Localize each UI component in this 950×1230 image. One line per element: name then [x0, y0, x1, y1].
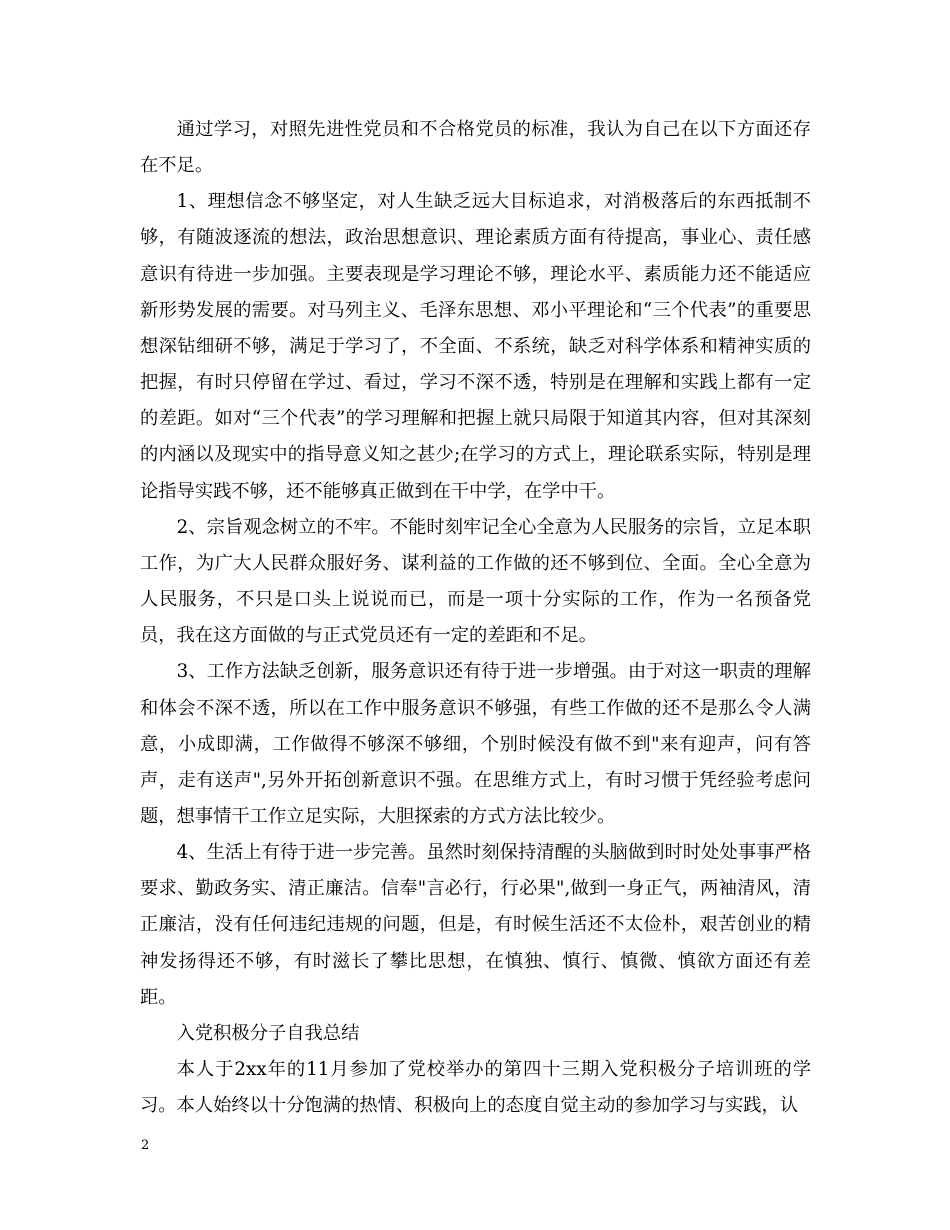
page-number: 2	[141, 1138, 150, 1153]
paragraph-summary: 本人于2xx年的11月参加了党校举办的第四十三期入党积极分子培训班的学习。本人始终以十分饱满的热情、积极向上的态度自觉主动的参加学习与实践，认	[140, 1059, 811, 1117]
paragraph-item-4: 4、生活上有待于进一步完善。虽然时刻保持清醒的头脑做到时时处处事事严格要求、勤政务实、清正廉洁。信奉"言必行，行必果",做到一身正气，两袖清风，清正廉洁，没有任何违纪违规的问题，但是，有时候生活还不太俭朴，艰苦创业的精神发扬得还不够，有时滋长了攀比思想，在慎独、慎行、慎微、慎欲方面还有差距。	[140, 842, 811, 1008]
paragraph-item-3: 3、工作方法缺乏创新，服务意识还有待于进一步增强。由于对这一职责的理解和体会不深不透，所以在工作中服务意识不够强，有些工作做的还不是那么令人满意，小成即满，工作做得不够深不够细，个别时候没有做不到"来有迎声，问有答声，走有送声",另外开拓创新意识不强。在思维方式上，有时习惯于凭经验考虑问题，想事情干工作立足实际，大胆探索的方式方法比较少。	[140, 661, 811, 827]
paragraph-item-2: 2、宗旨观念树立的不牢。不能时刻牢记全心全意为人民服务的宗旨，立足本职工作，为广大人民群众服好务、谋利益的工作做的还不够到位、全面。全心全意为人民服务，不只是口头上说说而已，而是一项十分实际的工作，作为一名预备党员，我在这方面做的与正式党员还有一定的差距和不足。	[140, 516, 811, 647]
section-heading: 入党积极分子自我总结	[176, 1022, 360, 1044]
paragraph-item-1: 1、理想信念不够坚定，对人生缺乏远大目标追求，对消极落后的东西抵制不够，有随波逐流的想法，政治思想意识、理论素质方面有待提高，事业心、责任感意识有待进一步加强。主要表现是学习理论不够，理论水平、素质能力还不能适应新形势发展的需要。对马列主义、毛泽东思想、邓小平理论和“三个代表”的重要思想深钻细研不够，满足于学习了，不全面、不系统，缺乏对科学体系和精神实质的把握，有时只停留在学过、看过，学习不深不透，特别是在理解和实践上都有一定的差距。如对“三个代表”的学习理解和把握上就只局限于知道其内容，但对其深刻的内涵以及现实中的指导意义知之甚少;在学习的方式上，理论联系实际，特别是理论指导实践不够，还不能够真正做到在干中学，在学中干。	[140, 191, 811, 502]
paragraph-intro: 通过学习，对照先进性党员和不合格党员的标准，我认为自己在以下方面还存在不足。	[140, 119, 811, 177]
document-body	[140, 112, 811, 1124]
